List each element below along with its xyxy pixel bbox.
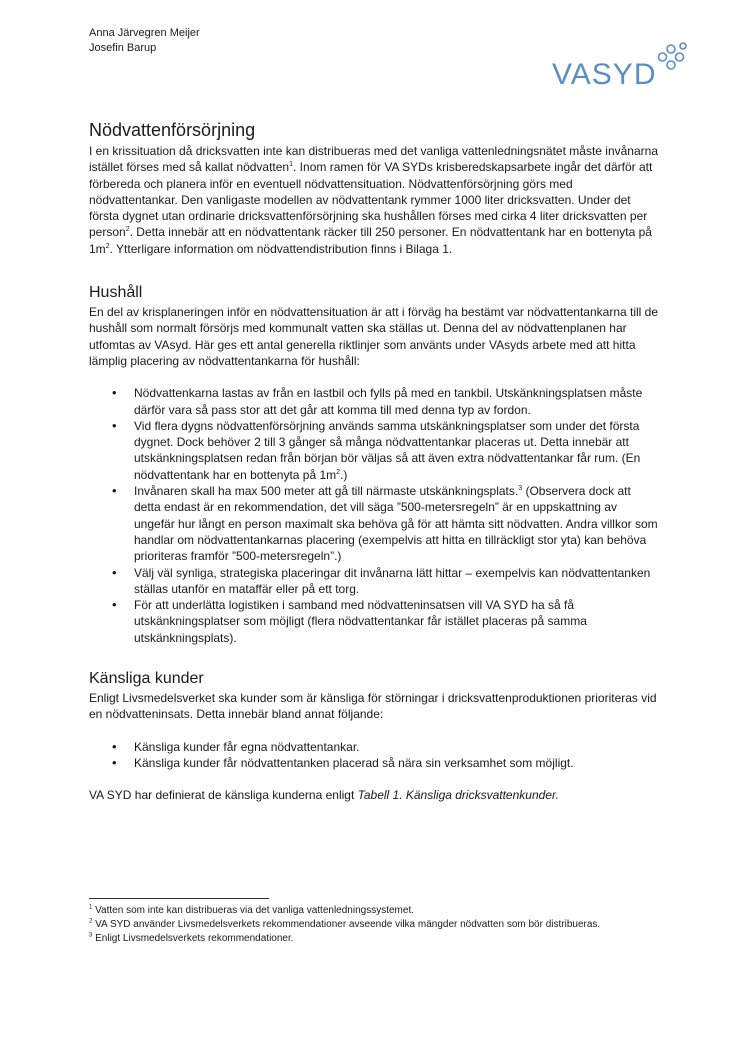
footnote: $^2$ VA SYD använder Livsmedelsverkets rekommendationer avseende vilka mängder nödvatten som bör distribueras.	[89, 918, 601, 930]
footnotes	[89, 904, 634, 946]
section-heading: Nödvattenförsörjning	[89, 120, 256, 140]
list-item: • Nödvattenkarna lastas av från en lastbil och fylls på med en tankbil. Utskänkningsplatsen måste därför vara så pass stor att det går att komma till med denna typ av fordon.	[89, 385, 659, 418]
footnote-divider	[89, 898, 269, 899]
superscript: 2	[105, 242, 110, 250]
table-reference: Tabell 1. Känsliga dricksvattenkunder.	[357, 788, 559, 803]
list-item: • Vid flera dygns nödvattenförsörjning används samma utskänkningsplatser som under det första dygnet. Dock behöver 2 till 3 gånger så många nödvattentankar placeras ut. Detta innebär att utskänkningsplatsen redan från början bör väljas så att även extra nödvattentankar får rum. (En nödvattentank har en bottenyta på $1m^2$.)	[89, 418, 659, 483]
list-item: • Välj väl synliga, strategiska placeringar dit invånarna lätt hittar – exempelvis kan nödvattentanken ställas utanför en mataffär eller på ett torg.	[89, 565, 659, 598]
list-item: • Känsliga kunder får egna nödvattentankar.	[89, 739, 659, 755]
paragraph: En del av krisplaneringen inför en nödvattensituation är att i förväg ha bestämt var nödvattentankarna till de hushåll som normalt försörjs med kommunalt vatten ska ställas ut. Denna del av nödvattenplanen har utfomtas av VAsyd. Här ges ett antal generella riktlinjer som använts under VAsyds arbete med att hitta lämplig placering av nödvattentankarna för hushåll:	[89, 305, 659, 368]
author-name: Josefin Barup	[89, 42, 157, 54]
footnote-ref: 2	[125, 226, 130, 234]
document-body	[89, 118, 659, 804]
author-block	[89, 26, 200, 56]
logo-wordmark: VASYD	[552, 58, 657, 90]
bullet-list	[89, 385, 659, 646]
logo-droplets-icon	[659, 43, 687, 69]
footnote: $^1$ Vatten som inte kan distribueras via det vanliga vattenledningssystemet.	[89, 904, 414, 916]
superscript: 2	[336, 468, 341, 476]
paragraph: Enligt Livsmedelsverket ska kunder som är känsliga för störningar i dricksvattenproduktionen prioriteras vid en nödvatteninsats. Detta innebär bland annat följande:	[89, 691, 657, 722]
footnote-ref: 3	[518, 485, 523, 493]
list-item: • Känsliga kunder får nödvattentanken placerad så nära sin verksamhet som möjligt.	[89, 755, 659, 771]
author-name: Anna Järvegren Meijer	[89, 27, 200, 39]
footnote: $^3$ Enligt Livsmedelsverkets rekommendationer.	[89, 932, 294, 944]
section-heading: Känsliga kunder	[89, 670, 204, 688]
section-heading: Hushåll	[89, 284, 143, 302]
footnote-ref: 1	[289, 161, 294, 169]
list-item: • Invånaren skall ha max 500 meter att gå till närmaste utskänkningsplats.$^3$ (Observera dock att detta endast är en rekommendation, det vill säga ”500-metersregeln” är en uppskattning av ungefär hur långt en person maximalt ska behöva gå för att hämta sitt nödvatten. Andra villkor som handlar om nödvattentankarnas placering (exempelvis att hitta en tillräckligt stor yta) kan behöva prioriteras framför ”500-metersregeln”.)	[89, 483, 659, 564]
bullet-list	[89, 739, 659, 772]
list-item: • För att underlätta logistiken i samband med nödvatteninsatsen vill VA SYD ha så få utskänkningsplatser som möjligt (flera nödvattentankar får istället placeras på samma utskänkningsplats).	[89, 597, 659, 646]
paragraph: VA SYD har definierat de känsliga kunderna enligt Tabell 1. Känsliga dricksvattenkunder.	[89, 788, 559, 803]
paragraph: I en krissituation då dricksvatten inte kan distribueras med det vanliga vattenledningsnätet måste invånarna istället förses med så kallat nödvatten$^1$. Inom ramen för VA SYDs krisberedskapsarbete ingår det därför att förbereda och planera inför en eventuell nödvattensituation. Nödvattenförsörjning görs med nödvattentankar. Den vanligaste modellen av nödvattentank rymmer 1000 liter dricksvatten. Under det första dygnet utan ordinarie dricksvattenförsörjning ska hushållen förses med cirka 4 liter dricksvatten per person$^2$. Detta innebär att en nödvattentank räcker till 250 personer. En nödvattentank har en bottenyta på $1m^2$. Ytterligare information om nödvattendistribution finns i Bilaga 1.	[89, 144, 658, 256]
vasyd-logo	[552, 40, 697, 90]
